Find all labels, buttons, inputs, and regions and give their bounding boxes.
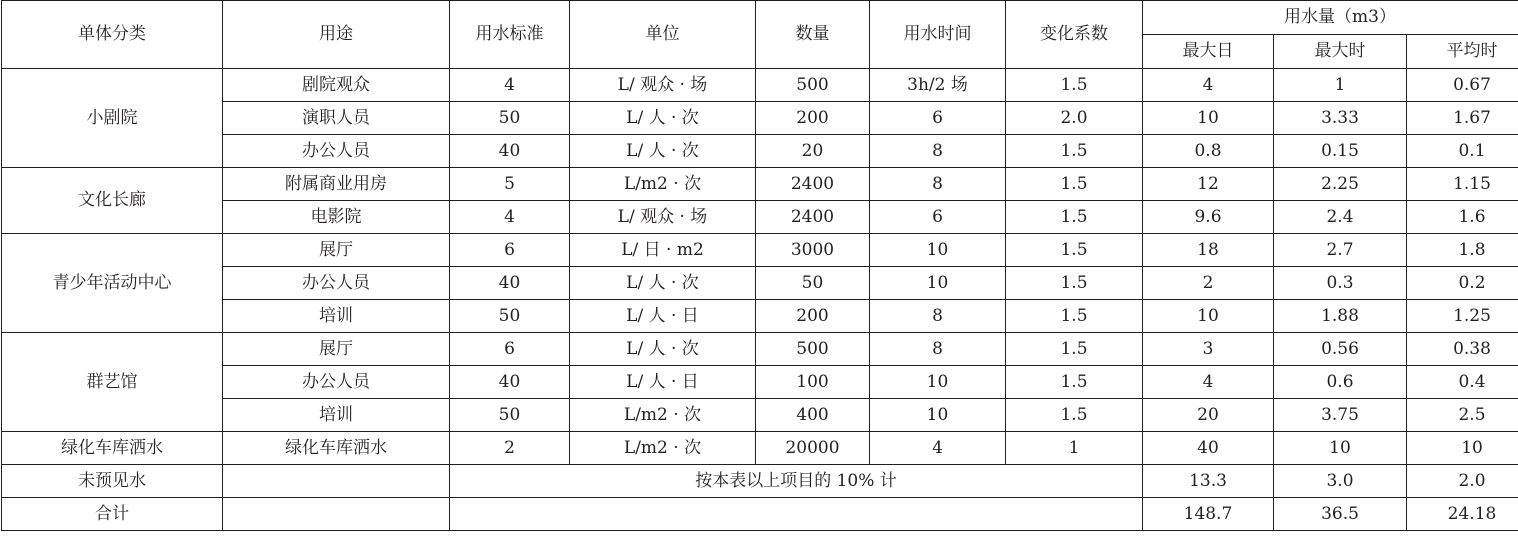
hours-cell: 10 xyxy=(870,267,1006,300)
quantity-cell: 50 xyxy=(756,267,870,300)
max-hour-cell: 1 xyxy=(1274,69,1407,102)
max-day-cell: 4 xyxy=(1143,69,1274,102)
usage-cell: 展厅 xyxy=(223,234,450,267)
standard-cell: 2 xyxy=(450,432,570,465)
table-row xyxy=(2,399,1518,432)
coef-cell: 1.5 xyxy=(1006,201,1143,234)
avg-hour-cell: 1.67 xyxy=(1407,102,1518,135)
header-row xyxy=(2,1,1518,35)
max-hour-cell: 2.4 xyxy=(1274,201,1407,234)
usage-cell: 演职人员 xyxy=(223,102,450,135)
unit-cell: L/ 人 · 日 xyxy=(570,300,756,333)
coef-cell: 1.5 xyxy=(1006,234,1143,267)
coef-cell: 1.5 xyxy=(1006,69,1143,102)
standard-cell: 6 xyxy=(450,333,570,366)
total-row xyxy=(2,498,1518,531)
usage-cell: 剧院观众 xyxy=(223,69,450,102)
avg-hour-cell: 0.2 xyxy=(1407,267,1518,300)
standard-cell: 40 xyxy=(450,366,570,399)
hours-cell: 10 xyxy=(870,399,1006,432)
standard-cell: 4 xyxy=(450,201,570,234)
max-hour-cell: 3.75 xyxy=(1274,399,1407,432)
max-day-cell: 20 xyxy=(1143,399,1274,432)
quantity-cell: 200 xyxy=(756,102,870,135)
standard-cell: 6 xyxy=(450,234,570,267)
quantity-cell: 500 xyxy=(756,69,870,102)
usage-cell: 展厅 xyxy=(223,333,450,366)
max-hour-cell: 10 xyxy=(1274,432,1407,465)
hours-cell: 4 xyxy=(870,432,1006,465)
avg-hour-cell: 0.67 xyxy=(1407,69,1518,102)
hours-cell: 8 xyxy=(870,300,1006,333)
quantity-cell: 2400 xyxy=(756,201,870,234)
max-hour-cell: 2.25 xyxy=(1274,168,1407,201)
table-row xyxy=(2,432,1518,465)
unit-cell: L/ 观众 · 场 xyxy=(570,69,756,102)
max-day-cell: 9.6 xyxy=(1143,201,1274,234)
unit-cell: L/ 观众 · 场 xyxy=(570,201,756,234)
usage-cell: 办公人员 xyxy=(223,267,450,300)
quantity-cell: 500 xyxy=(756,333,870,366)
hours-cell: 10 xyxy=(870,234,1006,267)
max-day-cell: 18 xyxy=(1143,234,1274,267)
quantity-cell: 3000 xyxy=(756,234,870,267)
unforeseen-row xyxy=(2,465,1518,498)
header-category: 单体分类 xyxy=(2,1,223,69)
avg-hour-cell: 0.38 xyxy=(1407,333,1518,366)
max-hour-cell: 0.56 xyxy=(1274,333,1407,366)
unforeseen-max-hour: 3.0 xyxy=(1274,465,1407,498)
max-day-cell: 12 xyxy=(1143,168,1274,201)
usage-cell: 附属商业用房 xyxy=(223,168,450,201)
hours-cell: 6 xyxy=(870,201,1006,234)
max-hour-cell: 2.7 xyxy=(1274,234,1407,267)
table-row xyxy=(2,102,1518,135)
coef-cell: 1.5 xyxy=(1006,366,1143,399)
usage-cell: 电影院 xyxy=(223,201,450,234)
max-hour-cell: 0.3 xyxy=(1274,267,1407,300)
total-avg-hour: 24.18 xyxy=(1407,498,1518,531)
usage-cell: 办公人员 xyxy=(223,366,450,399)
avg-hour-cell: 1.6 xyxy=(1407,201,1518,234)
coef-cell: 2.0 xyxy=(1006,102,1143,135)
usage-cell: 培训 xyxy=(223,300,450,333)
avg-hour-cell: 10 xyxy=(1407,432,1518,465)
quantity-cell: 100 xyxy=(756,366,870,399)
standard-cell: 5 xyxy=(450,168,570,201)
max-day-cell: 10 xyxy=(1143,102,1274,135)
avg-hour-cell: 2.5 xyxy=(1407,399,1518,432)
header-water-volume: 用水量（m3） xyxy=(1143,1,1518,35)
table-row xyxy=(2,234,1518,267)
hours-cell: 6 xyxy=(870,102,1006,135)
unforeseen-note: 按本表以上项目的 10% 计 xyxy=(450,465,1143,498)
table-row xyxy=(2,333,1518,366)
usage-cell: 培训 xyxy=(223,399,450,432)
standard-cell: 50 xyxy=(450,300,570,333)
category-cell: 群艺馆 xyxy=(2,333,223,432)
table-row xyxy=(2,201,1518,234)
table-row xyxy=(2,300,1518,333)
standard-cell: 40 xyxy=(450,135,570,168)
coef-cell: 1.5 xyxy=(1006,333,1143,366)
coef-cell: 1.5 xyxy=(1006,267,1143,300)
hours-cell: 8 xyxy=(870,333,1006,366)
hours-cell: 8 xyxy=(870,168,1006,201)
header-max-hour: 最大时 xyxy=(1274,35,1407,69)
standard-cell: 4 xyxy=(450,69,570,102)
table-row xyxy=(2,135,1518,168)
unit-cell: L/ 人 · 次 xyxy=(570,135,756,168)
unit-cell: L/ 人 · 日 xyxy=(570,366,756,399)
max-day-cell: 0.8 xyxy=(1143,135,1274,168)
header-quantity: 数量 xyxy=(756,1,870,69)
standard-cell: 40 xyxy=(450,267,570,300)
hours-cell: 8 xyxy=(870,135,1006,168)
header-unit: 单位 xyxy=(570,1,756,69)
header-hours: 用水时间 xyxy=(870,1,1006,69)
unit-cell: L/ 人 · 次 xyxy=(570,102,756,135)
quantity-cell: 20 xyxy=(756,135,870,168)
unforeseen-usage-empty xyxy=(223,465,450,498)
total-note-empty xyxy=(450,498,1143,531)
coef-cell: 1 xyxy=(1006,432,1143,465)
total-usage-empty xyxy=(223,498,450,531)
table-row xyxy=(2,168,1518,201)
quantity-cell: 400 xyxy=(756,399,870,432)
quantity-cell: 200 xyxy=(756,300,870,333)
usage-cell: 办公人员 xyxy=(223,135,450,168)
table-row xyxy=(2,69,1518,102)
usage-cell: 绿化车库洒水 xyxy=(223,432,450,465)
unit-cell: L/ 人 · 次 xyxy=(570,267,756,300)
coef-cell: 1.5 xyxy=(1006,168,1143,201)
quantity-cell: 20000 xyxy=(756,432,870,465)
standard-cell: 50 xyxy=(450,399,570,432)
table-row xyxy=(2,267,1518,300)
hours-cell: 3h/2 场 xyxy=(870,69,1006,102)
max-hour-cell: 1.88 xyxy=(1274,300,1407,333)
total-max-day: 148.7 xyxy=(1143,498,1274,531)
category-cell: 绿化车库洒水 xyxy=(2,432,223,465)
avg-hour-cell: 1.25 xyxy=(1407,300,1518,333)
coef-cell: 1.5 xyxy=(1006,300,1143,333)
max-hour-cell: 3.33 xyxy=(1274,102,1407,135)
water-usage-table xyxy=(1,0,1518,531)
max-day-cell: 40 xyxy=(1143,432,1274,465)
unit-cell: L/ 日 · m2 xyxy=(570,234,756,267)
header-standard: 用水标准 xyxy=(450,1,570,69)
avg-hour-cell: 0.4 xyxy=(1407,366,1518,399)
max-hour-cell: 0.15 xyxy=(1274,135,1407,168)
avg-hour-cell: 1.15 xyxy=(1407,168,1518,201)
unforeseen-avg-hour: 2.0 xyxy=(1407,465,1518,498)
category-cell: 小剧院 xyxy=(2,69,223,168)
max-day-cell: 3 xyxy=(1143,333,1274,366)
unit-cell: L/m2 · 次 xyxy=(570,168,756,201)
unit-cell: L/m2 · 次 xyxy=(570,432,756,465)
total-label: 合计 xyxy=(2,498,223,531)
unit-cell: L/m2 · 次 xyxy=(570,399,756,432)
unforeseen-max-day: 13.3 xyxy=(1143,465,1274,498)
quantity-cell: 2400 xyxy=(756,168,870,201)
avg-hour-cell: 1.8 xyxy=(1407,234,1518,267)
category-cell: 文化长廊 xyxy=(2,168,223,234)
max-day-cell: 10 xyxy=(1143,300,1274,333)
max-hour-cell: 0.6 xyxy=(1274,366,1407,399)
hours-cell: 10 xyxy=(870,366,1006,399)
max-day-cell: 2 xyxy=(1143,267,1274,300)
total-max-hour: 36.5 xyxy=(1274,498,1407,531)
header-coefficient: 变化系数 xyxy=(1006,1,1143,69)
header-avg-hour: 平均时 xyxy=(1407,35,1518,69)
header-usage: 用途 xyxy=(223,1,450,69)
header-max-day: 最大日 xyxy=(1143,35,1274,69)
coef-cell: 1.5 xyxy=(1006,399,1143,432)
avg-hour-cell: 0.1 xyxy=(1407,135,1518,168)
category-cell: 青少年活动中心 xyxy=(2,234,223,333)
coef-cell: 1.5 xyxy=(1006,135,1143,168)
table-row xyxy=(2,366,1518,399)
max-day-cell: 4 xyxy=(1143,366,1274,399)
unforeseen-label: 未预见水 xyxy=(2,465,223,498)
standard-cell: 50 xyxy=(450,102,570,135)
unit-cell: L/ 人 · 次 xyxy=(570,333,756,366)
